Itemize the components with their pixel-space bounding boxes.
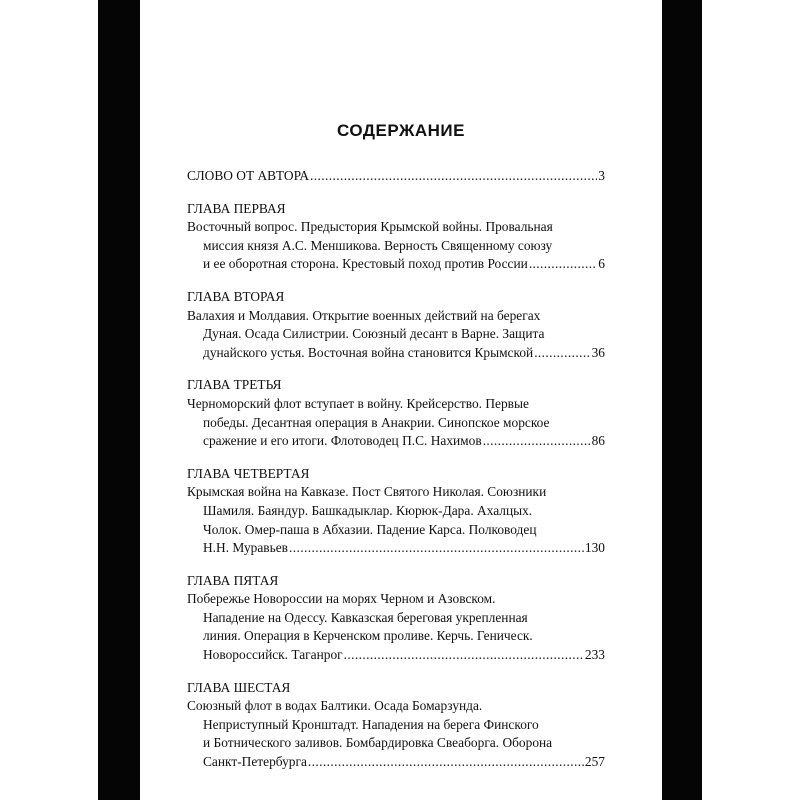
chapter-line: Нападение на Одессу. Кавказская береговая укрепленная bbox=[203, 609, 528, 625]
chapter-line: Дуная. Осада Силистрии. Союзный десант в Варне. Защита bbox=[203, 326, 545, 342]
chapter-description bbox=[187, 590, 605, 664]
toc-entry-chapter-3[interactable] bbox=[187, 376, 605, 450]
chapter-line: Крымская война на Кавказе. Пост Святого Николая. Союзники bbox=[187, 484, 547, 500]
chapter-line: линия. Операция в Керченском проливе. Керчь. Геническ. bbox=[203, 628, 533, 644]
toc-page-number: 130 bbox=[584, 540, 605, 556]
chapter-line: Валахия и Молдавия. Открытие военных действий на берегах bbox=[187, 307, 541, 323]
dot-leader bbox=[289, 539, 584, 558]
toc-entry-intro[interactable] bbox=[187, 167, 605, 186]
toc-entry-chapter-1[interactable] bbox=[187, 200, 605, 274]
chapter-heading: ГЛАВА ШЕСТАЯ bbox=[187, 679, 291, 695]
toc-entry-chapter-6[interactable] bbox=[187, 679, 605, 772]
chapter-description bbox=[187, 697, 605, 771]
chapter-heading: ГЛАВА ВТОРАЯ bbox=[187, 288, 285, 304]
chapter-line: Черноморский флот вступает в войну. Крейсерство. Первые bbox=[187, 395, 529, 411]
toc-entry-chapter-2[interactable] bbox=[187, 288, 605, 362]
chapter-line: Н.Н. Муравьев bbox=[203, 540, 288, 556]
chapter-line: Санкт-Петербурга bbox=[203, 754, 307, 770]
chapter-heading: ГЛАВА ЧЕТВЕРТАЯ bbox=[187, 465, 310, 481]
chapter-line: Побережье Новороссии на морях Черном и Азовском. bbox=[187, 591, 496, 607]
dot-leader bbox=[308, 753, 584, 772]
chapter-description bbox=[187, 307, 605, 363]
chapter-line: и Ботнического заливов. Бомбардировка Свеаборга. Оборона bbox=[203, 735, 553, 751]
chapter-line: Союзный флот в водах Балтики. Осада Бомарзунда. bbox=[187, 698, 483, 714]
chapter-line-last bbox=[187, 753, 605, 772]
chapter-heading: ГЛАВА ПЯТАЯ bbox=[187, 572, 279, 588]
chapter-line: Новороссийск. Таганрог bbox=[203, 647, 343, 663]
chapter-line: Чолок. Омер-паша в Абхазии. Падение Карса. Полководец bbox=[203, 521, 537, 537]
chapter-description bbox=[187, 483, 605, 557]
chapter-description bbox=[187, 218, 605, 274]
toc-page-number: 233 bbox=[584, 647, 605, 663]
chapter-line: дунайского устья. Восточная война становится Крымской bbox=[203, 344, 534, 360]
toc-entry-chapter-4[interactable] bbox=[187, 465, 605, 558]
chapter-heading: ГЛАВА ПЕРВАЯ bbox=[187, 200, 286, 216]
toc-page-number: 86 bbox=[591, 433, 605, 449]
chapter-line-last bbox=[187, 344, 605, 363]
dot-leader bbox=[344, 646, 584, 665]
dot-leader bbox=[310, 167, 597, 186]
toc-page-number: 6 bbox=[598, 256, 605, 272]
toc-page-number: 3 bbox=[598, 168, 605, 183]
dot-leader bbox=[529, 255, 597, 274]
left-dark-border bbox=[98, 0, 140, 800]
chapter-line: победы. Десантная операция в Анакрии. Синопское морское bbox=[203, 414, 550, 430]
page-title: СОДЕРЖАНИЕ bbox=[337, 121, 465, 140]
dot-leader bbox=[483, 432, 591, 451]
chapter-line-last bbox=[187, 646, 605, 665]
chapter-line: и ее оборотная сторона. Крестовый поход против России bbox=[203, 256, 528, 272]
toc-entry-label: СЛОВО ОТ АВТОРА bbox=[187, 168, 309, 183]
book-page bbox=[140, 0, 662, 800]
chapter-line: сражение и его итоги. Флотоводец П.С. Нахимов bbox=[203, 433, 482, 449]
dot-leader bbox=[534, 344, 590, 363]
chapter-line: Восточный вопрос. Предыстория Крымской войны. Провальная bbox=[187, 219, 553, 235]
toc-page-number: 36 bbox=[591, 344, 605, 360]
table-of-contents bbox=[187, 167, 605, 772]
toc-page-number: 257 bbox=[584, 754, 605, 770]
chapter-line: миссия князя А.С. Меншикова. Верность Священному союзу bbox=[203, 237, 553, 253]
right-dark-border bbox=[662, 0, 702, 800]
toc-entry-chapter-5[interactable] bbox=[187, 572, 605, 665]
chapter-line: Неприступный Кронштадт. Нападения на берега Финского bbox=[203, 716, 539, 732]
chapter-line-last bbox=[187, 255, 605, 274]
chapter-description bbox=[187, 395, 605, 451]
chapter-line: Шамиля. Баяндур. Башкадыклар. Кюрюк-Дара. Ахалцых. bbox=[203, 502, 533, 518]
chapter-line-last bbox=[187, 539, 605, 558]
chapter-heading: ГЛАВА ТРЕТЬЯ bbox=[187, 377, 282, 393]
chapter-line-last bbox=[187, 432, 605, 451]
